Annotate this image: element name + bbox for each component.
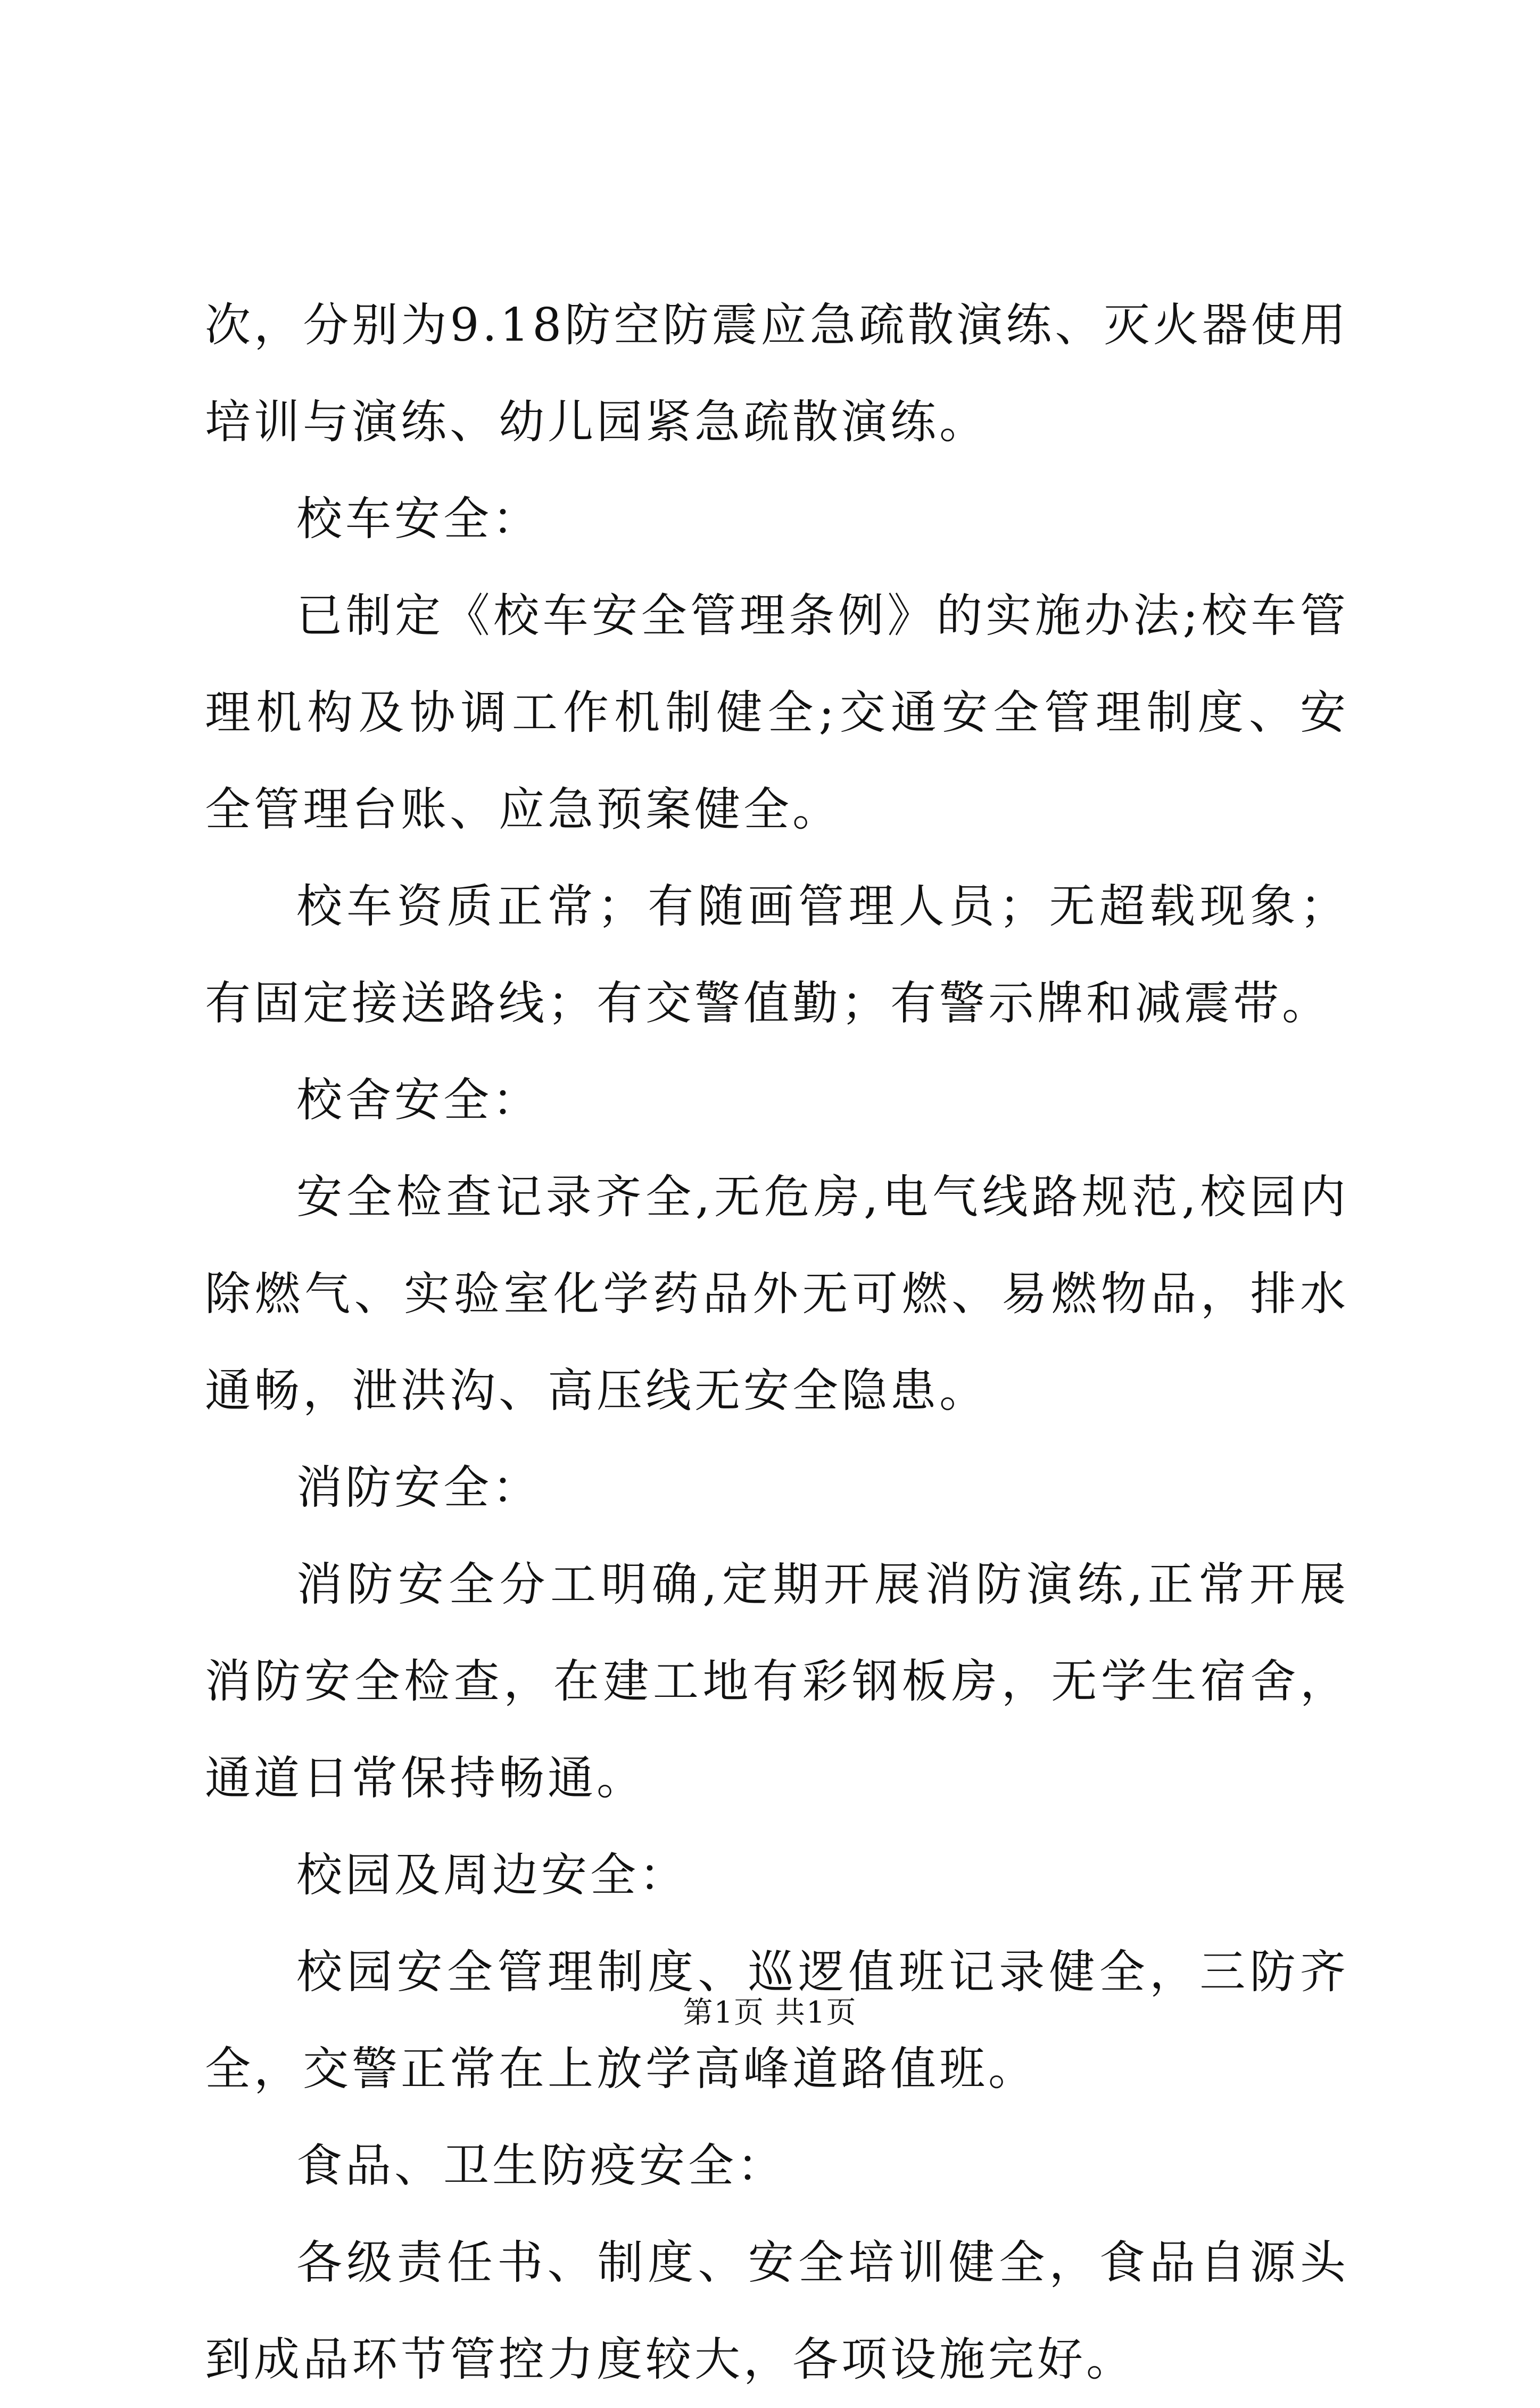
heading-school-bus-safety: 校车安全： [296, 492, 541, 546]
paragraph-fire-safety-status: 消防安全分工明确,定期开展消防演练,正常开展消防安全检查，在建工地有彩钢板房，无学生宿舍，通道日常保持畅通。 [205, 1558, 1349, 1805]
page-number-footer: 第1页 共1页 [683, 1995, 857, 2030]
heading-food-health-safety: 食品、卫生防疫安全： [296, 2139, 786, 2192]
paragraph-campus-surroundings-status: 校园安全管理制度、巡逻值班记录健全，三防齐全，交警正常在上放学高峰道路值班。 [205, 1945, 1349, 2096]
paragraph-school-bus-status: 校车资质正常；有随画管理人员；无超载现象；有固定接送路线；有交警值勤；有警示牌和减震带。 [205, 880, 1349, 1030]
paragraph-school-building-status: 安全检查记录齐全,无危房,电气线路规范,校园内除燃气、实验室化学药品外无可燃、易燃物品，排水通畅，泄洪沟、高压线无安全隐患。 [205, 1170, 1349, 1417]
heading-school-building-safety: 校舍安全： [296, 1074, 541, 1127]
heading-campus-surroundings-safety: 校园及周边安全： [296, 1849, 688, 1902]
paragraph-food-health-status: 各级责任书、制度、安全培训健全，食品自源头到成品环节管控力度较大，各项设施完好。 [205, 2236, 1349, 2386]
paragraph-drill-summary: 次，分别为9.18防空防震应急疏散演练、灭火器使用培训与演练、幼儿园紧急疏散演练。 [205, 299, 1349, 449]
heading-fire-safety: 消防安全： [296, 1461, 541, 1514]
document-body [205, 277, 1349, 2408]
paragraph-school-bus-regulations: 已制定《校车安全管理条例》的实施办法;校车管理机构及协调工作机制健全;交通安全管理制度、安全管理台账、应急预案健全。 [205, 589, 1349, 836]
